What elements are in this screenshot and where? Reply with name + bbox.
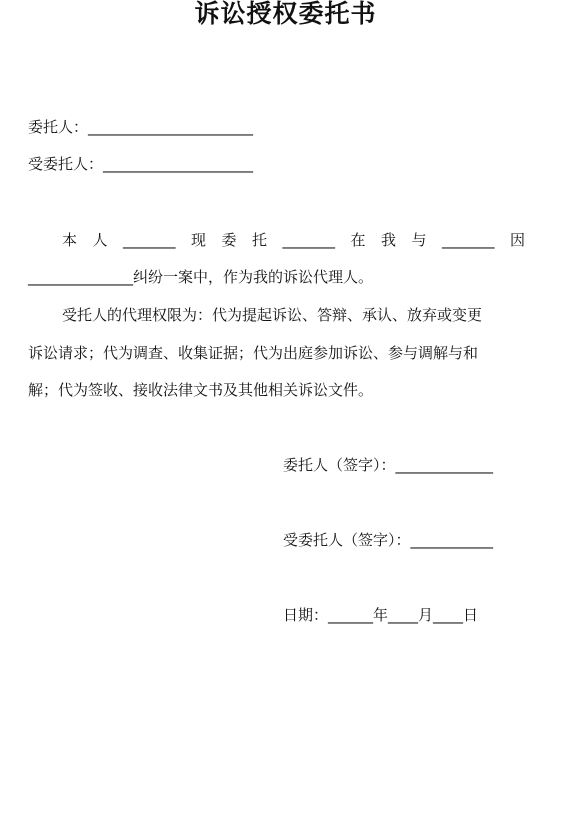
para1-blank: _______ xyxy=(123,231,176,249)
principal-signature-line: 委托人（签字）：_____________ xyxy=(283,456,494,474)
para1-token: 现 xyxy=(190,231,206,249)
para1-token: 委 xyxy=(221,231,237,249)
para1-token: 托 xyxy=(251,231,267,249)
para1-token: 我 xyxy=(380,231,396,249)
paragraph1-row2: ______________纠纷一案中，作为我的诉讼代理人。 xyxy=(28,268,374,286)
para1-token: 因 xyxy=(509,231,525,249)
para1-blank: _______ xyxy=(441,231,495,249)
paragraph2-row3: 解；代为签收、接收法律文书及其他相关诉讼文件。 xyxy=(28,381,374,399)
principal-line: 委托人：______________________ xyxy=(28,118,254,136)
document-title: 诉讼授权委托书 xyxy=(194,0,377,28)
date-line: 日期：______年____月____日 xyxy=(283,606,479,624)
paragraph2-row1: 受托人的代理权限为：代为提起诉讼、答辩、承认、放弃或变更 xyxy=(62,306,483,324)
agent-line: 受委托人：____________________ xyxy=(28,155,254,173)
para1-token: 人 xyxy=(92,231,108,249)
para1-blank: _______ xyxy=(282,231,335,249)
paragraph2-row2: 诉讼请求；代为调查、收集证据；代为出庭参加诉讼、参与调解与和 xyxy=(28,344,479,362)
para1-token: 在 xyxy=(350,231,366,249)
para1-token: 与 xyxy=(411,231,427,249)
agent-signature-line: 受委托人（签字）：___________ xyxy=(283,531,494,549)
paragraph1-row1 xyxy=(28,230,525,250)
para1-token: 本 xyxy=(62,231,78,249)
